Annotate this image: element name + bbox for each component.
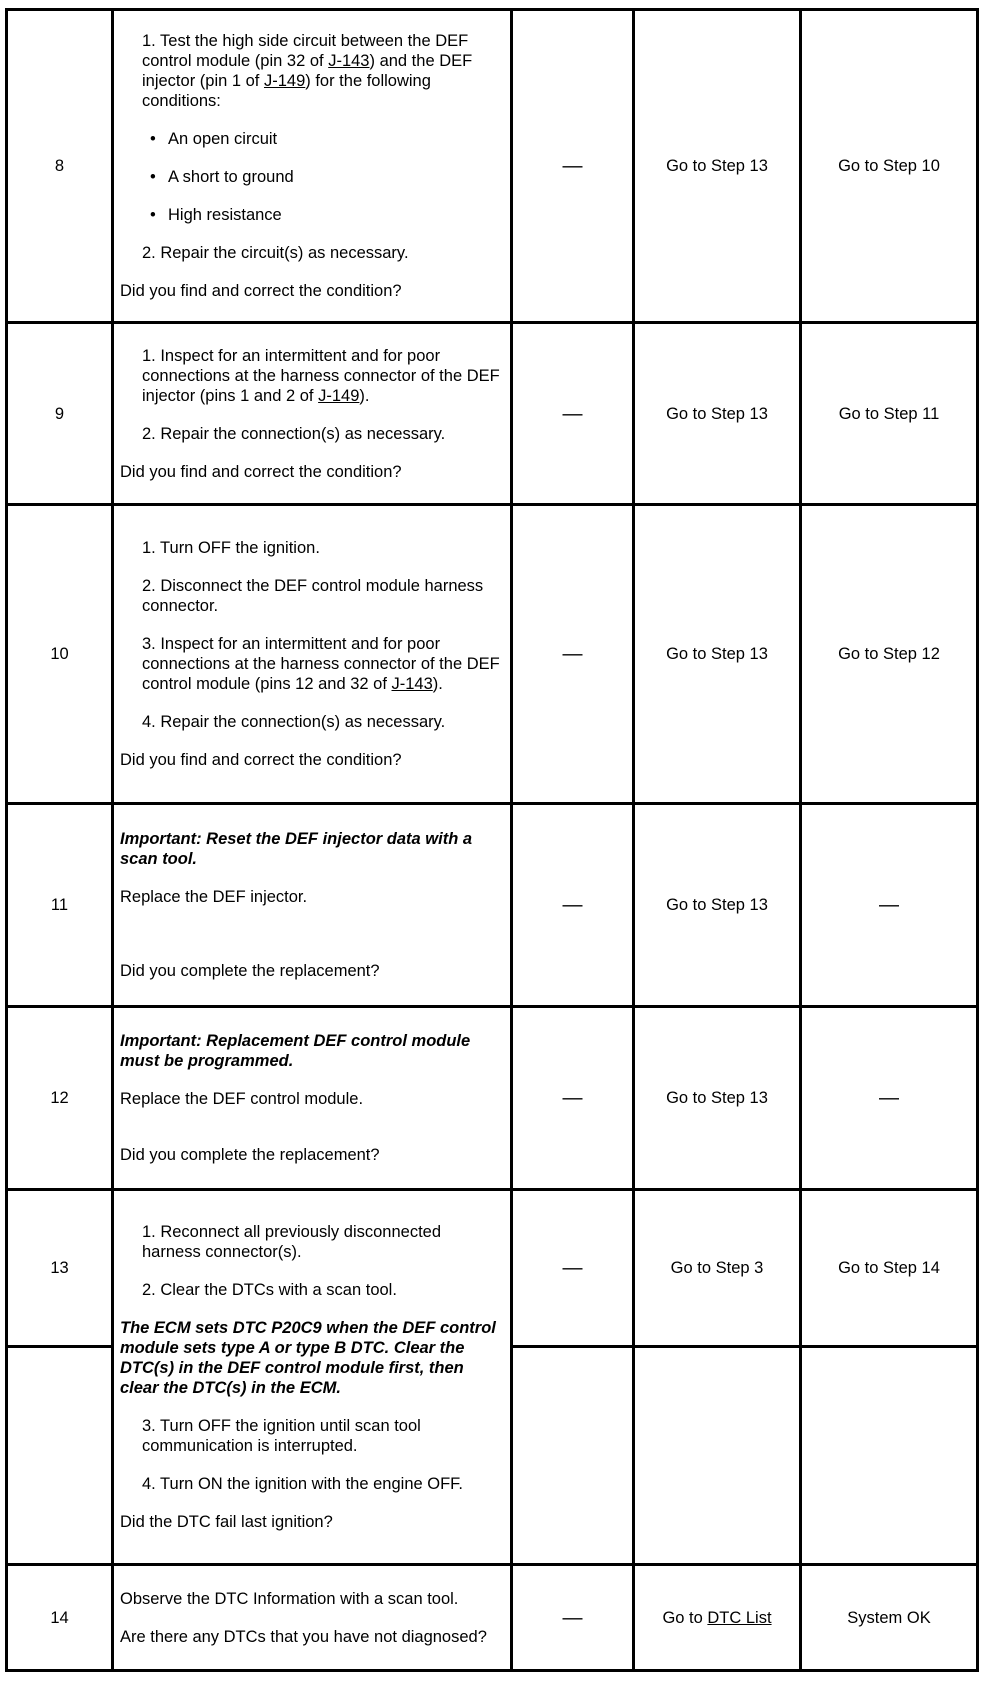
question-text: Did you find and correct the condition?	[120, 282, 402, 300]
important-note: Important: Reset the DEF injector data with a scan tool.	[120, 830, 473, 868]
action-cell	[113, 10, 512, 323]
action-cell	[113, 505, 512, 804]
list-item: 1. Turn OFF the ignition.	[142, 539, 320, 557]
question-text: Did you find and correct the condition?	[120, 751, 402, 769]
yes-cell: Go to Step 13	[634, 10, 801, 323]
no-cell: —	[801, 1007, 978, 1190]
empty-cell	[634, 1347, 801, 1565]
empty-cell	[7, 1347, 113, 1565]
no-cell: System OK	[801, 1565, 978, 1671]
list-item: 2. Repair the circuit(s) as necessary.	[142, 244, 409, 262]
table-row	[7, 1190, 978, 1347]
action-text: Replace the DEF injector.	[120, 888, 308, 906]
question-text: Did the DTC fail last ignition?	[120, 1513, 333, 1531]
list-item: 3. Inspect for an intermittent and for poor connections at the harness connector of the DEF control module (pins 12 and 32 of J-143).	[142, 635, 500, 693]
table-row	[7, 323, 978, 505]
connector-link[interactable]: J-143	[328, 52, 370, 70]
diagnostic-table	[5, 8, 979, 1672]
list-item: 1. Test the high side circuit between the DEF control module (pin 32 of J-143) and the DEF injector (pin 1 of J-149) for the following conditions:	[142, 32, 473, 110]
empty-cell	[512, 1347, 634, 1565]
yes-cell: Go to DTC List	[634, 1565, 801, 1671]
yes-cell: Go to Step 13	[634, 804, 801, 1007]
list-item: 1. Inspect for an intermittent and for poor connections at the harness connector of the DEF injector (pins 1 and 2 of J-149).	[142, 346, 500, 405]
list-item: 2. Clear the DTCs with a scan tool.	[142, 1281, 397, 1299]
no-cell: Go to Step 10	[801, 10, 978, 323]
empty-cell	[801, 1347, 978, 1565]
table-row	[7, 10, 978, 323]
dtc-list-link[interactable]: DTC List	[707, 1608, 772, 1627]
step-number: 10	[7, 505, 113, 804]
bullet-item: • A short to ground	[168, 167, 504, 187]
bullet-item: • An open circuit	[168, 129, 504, 149]
yes-cell: Go to Step 3	[634, 1190, 801, 1347]
table-row	[7, 1565, 978, 1671]
action-cell	[113, 804, 512, 1007]
yes-cell: Go to Step 13	[634, 323, 801, 505]
action-cell	[113, 323, 512, 505]
no-cell: Go to Step 14	[801, 1190, 978, 1347]
list-item: 2. Repair the connection(s) as necessary.	[142, 424, 446, 443]
list-item: 3. Turn OFF the ignition until scan tool communication is interrupted.	[142, 1417, 421, 1455]
table-row	[7, 804, 978, 1007]
step-number: 14	[7, 1565, 113, 1671]
action-cell	[113, 1190, 512, 1565]
bullet-item: • High resistance	[168, 205, 504, 225]
value-cell: —	[512, 505, 634, 804]
important-note: Important: Replacement DEF control module must be programmed.	[120, 1032, 471, 1070]
no-cell: Go to Step 11	[801, 323, 978, 505]
no-cell: —	[801, 804, 978, 1007]
action-cell	[113, 1565, 512, 1671]
value-cell: —	[512, 804, 634, 1007]
action-text: Replace the DEF control module.	[120, 1090, 364, 1108]
table-row	[7, 1007, 978, 1190]
value-cell: —	[512, 1190, 634, 1347]
table-row	[7, 505, 978, 804]
value-cell: —	[512, 1565, 634, 1671]
list-item: 4. Repair the connection(s) as necessary.	[142, 713, 446, 731]
connector-link[interactable]: J-149	[263, 72, 306, 90]
value-cell: —	[512, 10, 634, 323]
important-note: The ECM sets DTC P20C9 when the DEF control module sets type A or type B DTC. Clear the DTC(s) in the DEF control module first, then clear the DTC(s) in the ECM.	[120, 1319, 496, 1397]
step-number: 11	[7, 804, 113, 1007]
question-text: Did you find and correct the condition?	[120, 462, 402, 481]
list-item: 1. Reconnect all previously disconnected harness connector(s).	[142, 1223, 442, 1261]
action-text: Observe the DTC Information with a scan tool.	[120, 1589, 459, 1608]
action-cell	[113, 1007, 512, 1190]
yes-cell: Go to Step 13	[634, 1007, 801, 1190]
question-text: Are there any DTCs that you have not diagnosed?	[120, 1627, 487, 1646]
step-number: 12	[7, 1007, 113, 1190]
list-item: 4. Turn ON the ignition with the engine OFF.	[142, 1475, 464, 1493]
value-cell: —	[512, 1007, 634, 1190]
no-cell: Go to Step 12	[801, 505, 978, 804]
step-number: 9	[7, 323, 113, 505]
list-item: 2. Disconnect the DEF control module harness connector.	[142, 577, 484, 615]
question-text: Did you complete the replacement?	[120, 962, 380, 980]
connector-link[interactable]: J-149	[318, 386, 360, 405]
connector-link[interactable]: J-143	[391, 675, 433, 693]
value-cell: —	[512, 323, 634, 505]
yes-cell: Go to Step 13	[634, 505, 801, 804]
question-text: Did you complete the replacement?	[120, 1146, 380, 1164]
step-number: 13	[7, 1190, 113, 1347]
step-number: 8	[7, 10, 113, 323]
